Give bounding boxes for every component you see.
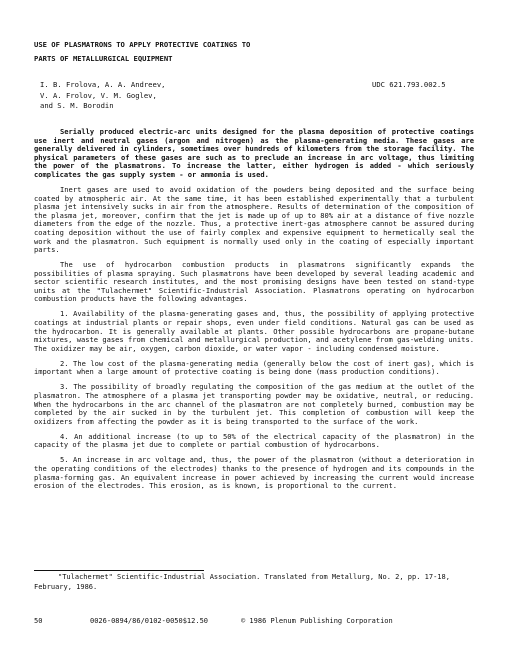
advantage-item-5: 5. An increase in arc voltage and, thus, the power of the plasmatron (without a deterioration in the operating conditions of the electrodes) thanks to the presence of hydrogen and its compounds in the plasma-forming gas. An equivalent increase in power achieved by increasing the current would increase erosion of the electrodes. This erosion, as is known, is proportional to the current.	[34, 455, 474, 491]
udc-code: UDC 621.793.002.5	[372, 80, 446, 89]
article-body	[34, 128, 474, 497]
advantage-item-3: 3. The possibility of broadly regulating the composition of the gas medium at the outlet of the plasmatron. The atmosphere of a plasma jet transporting powder may be oxidative, neutral, or reducing. When the hydrocarbons in the arc channel of the plasmatron are not completely burned, combustion may be completed by the air sucked in by the turbulent jet. This completion of combustion will keep the oxidizers from affecting the powder as it is being transported to the surface of the work.	[34, 382, 474, 426]
paragraph-intro: Serially produced electric-arc units designed for the plasma deposition of protective coatings use inert and neutral gases (argon and nitrogen) as the plasma-generating media. These gases are generally delivered in cylinders, sometimes over hundreds of kilometers from the storage facility. The physical parameters of these gases are such as to preclude an increase in arc voltage, thus limiting the power of the plasmatrons. To increase the latter, either hydrogen is added - which seriously complicates the gas supply system - or ammonia is used.	[34, 127, 474, 179]
paragraph-inert-gases: Inert gases are used to avoid oxidation of the powders being deposited and the surface being coated by atmospheric air. At the same time, it has been established experimentally that a turbulent plasma jet intensively sucks in air from the atmosphere. Results of determination of the composition of the plasma jet, moreover, confirm that the jet is made up of up to 80% air at a distance of five nozzle diameters from the edge of the nozzle. Thus, a protective inert-gas atmosphere cannot be assured during coating deposition without the use of fairly complex and expensive equipment to hermetically seal the work and the plasmatron. Such equipment is normally used only in the coating of especially important parts.	[34, 184, 474, 255]
paragraph-hydrocarbon-use: The use of hydrocarbon combustion products in plasmatrons significantly expands the possibilities of plasma spraying. Such plasmatrons have been developed by several leading academic and sector scientific research institutes, and the most promising designs have been tested on stand-type units at the "Tulachermet" Scientific-Industrial Association. Plasmatrons operating on hydrocarbon combustion products have the following advantages.	[34, 260, 474, 304]
advantage-item-2: 2. The low cost of the plasma-generating media (generally below the cost of inert gas), which is important when a large amount of protective coating is being done (mass production conditions).	[34, 358, 474, 377]
author-list: I. B. Frolova, A. A. Andreev, V. A. Frolov, V. M. Goglev, and S. M. Borodin	[40, 80, 166, 111]
footnote: "Tulachermet" Scientific-Industrial Association. Translated from Metallurg, No. 2, pp. 17-18, February, 1986.	[34, 573, 450, 591]
footnote-divider	[34, 570, 204, 571]
article-title: USE OF PLASMATRONS TO APPLY PROTECTIVE COATINGS TO PARTS OF METALLURGICAL EQUIPMENT	[34, 40, 251, 63]
page-number: 50	[34, 617, 43, 625]
issn-price-code: 0026-0894/86/0102-0050$12.50	[90, 617, 209, 625]
advantage-item-4: 4. An additional increase (to up to 50% of the electrical capacity of the plasmatron) in the capacity of the plasma jet due to complete or partial combustion of hydrocarbons.	[34, 431, 474, 450]
copyright-notice: © 1986 Plenum Publishing Corporation	[241, 617, 393, 625]
advantage-item-1: 1. Availability of the plasma-generating gases and, thus, the possibility of applying protective coatings at industrial plants or repair shops, even under field conditions. Natural gas can be used as the hydrocarbon. It is generally available at plants. Other possible hydrocarbons are propane-butane mixtures, waste gases from chemical and metallurgical production, and acetylene from gas-welding units. The oxidizer may be air, oxygen, carbon dioxide, or water vapor - including condensed moisture.	[34, 309, 474, 353]
